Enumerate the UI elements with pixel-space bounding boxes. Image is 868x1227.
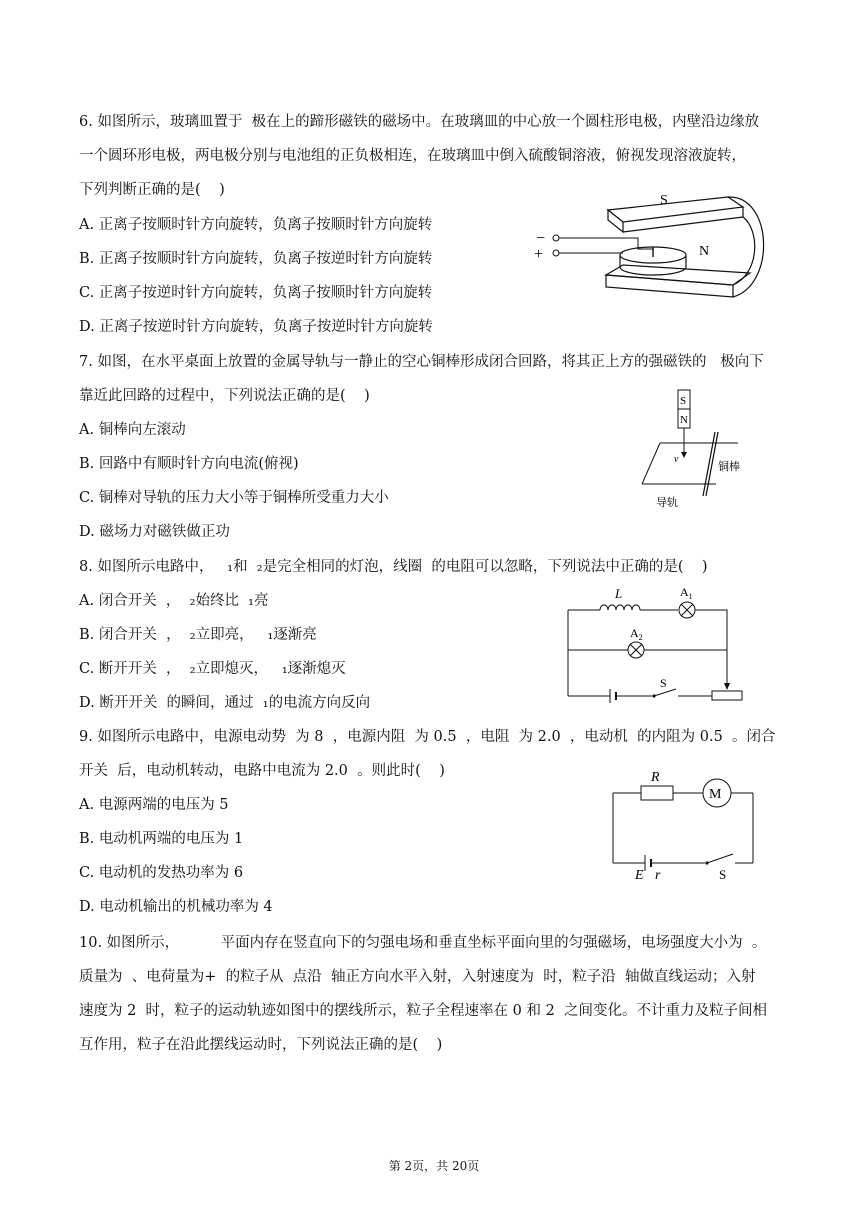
q8-a2-label: $A_2$ — [630, 626, 643, 642]
page-number: 第 2页，共 20页 — [388, 1159, 480, 1173]
q7-rod-label: 铜棒 — [718, 461, 740, 473]
q10-stem-line2: 质量为 、电荷量为+ 的粒子从 点沿 轴正方向水平入射，入射速度为 时，粒子沿 轴做直线运动；入射 — [79, 969, 756, 985]
q6-minus-label: − — [536, 230, 546, 247]
q7-stem-line2: 靠近此回路的过程中，下列说法正确的是( ) — [79, 388, 370, 404]
q8-option-b[interactable]: B. 闭合开关 ， ₂立即亮， ₁逐渐亮 — [79, 627, 317, 643]
q6-stem-line2: 一个圆环形电极，两电极分别与电池组的正负极相连，在玻璃皿中倒入硫酸铜溶液，俯视发现溶液旋转， — [79, 148, 746, 164]
q6-s-label: S — [660, 193, 668, 208]
q9-option-b[interactable]: B. 电动机两端的电压为 1 — [79, 831, 244, 847]
q8-option-c[interactable]: C. 断开开关 ， ₂立即熄灭， ₁逐渐熄灭 — [79, 661, 346, 677]
q9-e-label: E — [635, 868, 644, 883]
q6-option-a[interactable]: A. 正离子按顺时针方向旋转，负离子按顺时针方向旋转 — [79, 217, 433, 233]
q9-stem-line1: 9. 如图所示电路中，电源电动势 为 8 ，电源内阻 为 0.5 ，电阻 为 2.0 ，电动机 的内阻为 0.5 。闭合 — [79, 729, 776, 745]
q6-plus-label: + — [534, 246, 544, 263]
q7-stem-line1: 7. 如图，在水平桌面上放置的金属导轨与一静止的空心铜棒形成闭合回路，将其正上方的强磁铁的 极向下 — [79, 354, 764, 370]
q8-a1-label: $A_1$ — [680, 585, 693, 601]
q7-rail-label: 导轨 — [656, 497, 678, 509]
q6-option-d[interactable]: D. 正离子按逆时针方向旋转，负离子按逆时针方向旋转 — [79, 319, 433, 335]
q7-option-b[interactable]: B. 回路中有顺时针方向电流(俯视) — [79, 456, 299, 472]
q10-stem-line4: 互作用，粒子在沿此摆线运动时，下列说法正确的是( ) — [79, 1037, 443, 1053]
q9-option-a[interactable]: A. 电源两端的电压为 5 — [79, 797, 229, 813]
q9-option-c[interactable]: C. 电动机的发热功率为 6 — [79, 865, 244, 881]
q7-rail-figure — [636, 388, 756, 510]
q8-l-label: L — [615, 586, 623, 601]
q6-option-c[interactable]: C. 正离子按逆时针方向旋转，负离子按顺时针方向旋转 — [79, 285, 433, 301]
q8-circuit-figure — [560, 580, 760, 706]
q6-n-label: N — [699, 244, 710, 259]
q8-stem-line1: 8. 如图所示电路中， ₁和 ₂是完全相同的灯泡，线圈 的电阻可以忽略，下列说法中正确的是( ) — [79, 559, 708, 575]
q6-magnet-figure — [528, 185, 778, 325]
q9-circuit-figure — [605, 765, 765, 885]
q7-s-label: S — [680, 395, 687, 407]
q10-stem-line1: 10. 如图所示， 平面内存在竖直向下的匀强电场和垂直坐标平面向里的匀强磁场，电场强度大小为 。 — [79, 935, 767, 951]
q7-v-label: v — [674, 454, 679, 465]
q6-option-b[interactable]: B. 正离子按顺时针方向旋转，负离子按逆时针方向旋转 — [79, 251, 433, 267]
q8-option-a[interactable]: A. 闭合开关 ， ₂始终比 ₁亮 — [79, 593, 269, 609]
q6-stem-line1: 6. 如图所示，玻璃皿置于 极在上的蹄形磁铁的磁场中。在玻璃皿的中心放一个圆柱形电极，内壁沿边缘放 — [79, 114, 760, 130]
q9-r-small-label: r — [655, 868, 661, 883]
q7-option-d[interactable]: D. 磁场力对磁铁做正功 — [79, 524, 230, 540]
q9-m-label: M — [709, 787, 722, 802]
q7-n-label: N — [680, 414, 688, 426]
q9-option-d[interactable]: D. 电动机输出的机械功率为 4 — [79, 899, 273, 915]
q9-s-label: S — [719, 867, 727, 882]
q6-stem-line3: 下列判断正确的是( ) — [79, 182, 225, 198]
q10-stem-line3: 速度为 2 时，粒子的运动轨迹如图中的摆线所示，粒子全程速率在 0 和 2 之间变化。不计重力及粒子间相 — [79, 1003, 768, 1019]
q7-option-a[interactable]: A. 铜棒向左滚动 — [79, 422, 186, 438]
q9-r-label: R — [651, 770, 660, 785]
q7-option-c[interactable]: C. 铜棒对导轨的压力大小等于铜棒所受重力大小 — [79, 490, 389, 506]
q9-stem-line2: 开关 后，电动机转动，电路中电流为 2.0 。则此时( ) — [79, 763, 445, 779]
q8-s-label: S — [660, 676, 667, 690]
q8-option-d[interactable]: D. 断开开关 的瞬间，通过 ₁的电流方向反向 — [79, 695, 371, 711]
